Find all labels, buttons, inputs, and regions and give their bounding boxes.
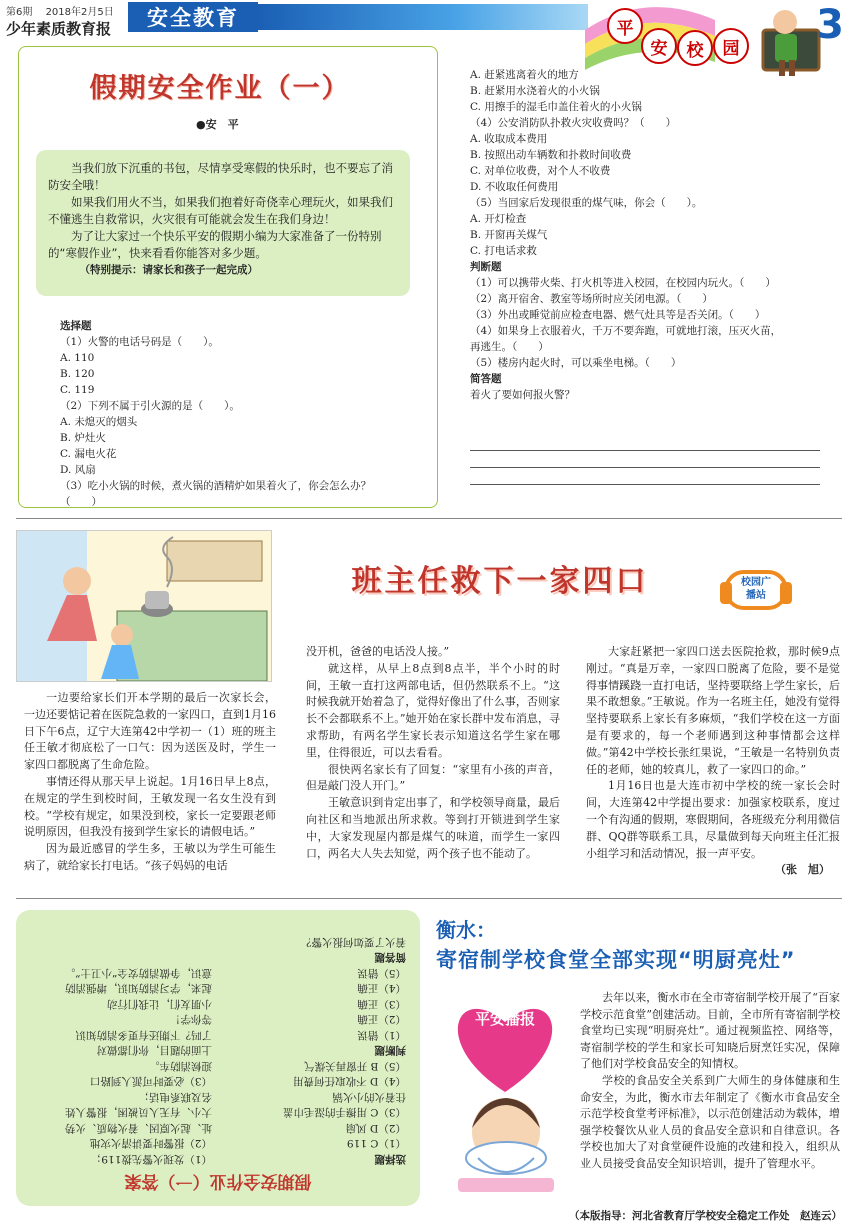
question-line: 住着火的小火锅: [332, 1091, 406, 1103]
section-heading: 判断题: [374, 1044, 406, 1057]
issue-date: 2018年2月5日: [45, 7, 114, 18]
question-line: 迎候消防车。: [149, 1060, 212, 1072]
issue-info: [6, 3, 124, 18]
question-line: （4）公安消防队扑救火灾收费吗？（ ）: [470, 117, 677, 129]
question-line: C. 漏电火花: [60, 448, 117, 460]
question-line: 上面的题目，你们都做对: [96, 1044, 212, 1057]
news-title-line-1: 衡水：: [436, 918, 496, 942]
intro-paragraph: 为了让大家过一个快乐平安的假期小编为大家准备了一份特别的“寒假作业”，快来看看你能答对多少题。: [48, 229, 382, 260]
question-line: （3）必要时可派人到路口: [89, 1075, 212, 1088]
question-line: （2）报警时要讲清火灾地: [89, 1137, 212, 1150]
questions-right: [470, 67, 830, 403]
question-line: 等你学！: [170, 1013, 212, 1026]
question-line: （5）楼房内起火时，可以乘坐电梯。（ ）: [470, 357, 682, 369]
question-line: 着火了要如何报火警？: [470, 389, 575, 401]
section-heading: 简答题: [374, 951, 406, 964]
answers-upside-down: [16, 910, 420, 1206]
story-paragraph: 就这样，从早上8点到8点半，半个小时的时间，王敏一直打这两部电话，但仍然联系不上。“这时候我就开始着急了，觉得好像出了什么事，否则家长不会都联系不上。”她开始在家长群中发布消息，寻求帮助，有两名学生家长表示知道这名学生家在哪里，住得很近，可以去看看。: [306, 661, 560, 759]
question-line: （3）外出或睡觉前应检查电器、燃气灶具等是否关闭。（ ）: [470, 309, 766, 321]
question-line: （2）下列不属于引火源的是（ ）。: [60, 400, 240, 412]
question-line: （3）C 用擦手的湿毛巾盖: [282, 1106, 406, 1119]
question-line: A. 收取成本费用: [470, 133, 548, 145]
kitchen-illustration: [16, 530, 272, 682]
question-line: 了吗？下期还有更多消防知识: [75, 1029, 212, 1041]
question-line: （3）吃小火锅的时候，煮火锅的酒精炉如果着火了，你会怎么办？: [60, 480, 372, 492]
question-line: （5）B 开窗再关煤气: [304, 1060, 406, 1072]
question-line: B. 炉灶火: [60, 432, 106, 444]
question-line: A. 未熄灭的烟头: [60, 416, 138, 428]
homework-author: ●安 平: [196, 118, 239, 131]
question-line: （1）发现火警先拨119；: [90, 1153, 212, 1165]
question-line: 着火了要如何报火警？: [301, 936, 406, 948]
slogan-char: 平: [607, 8, 643, 44]
question-line: 小朋友们，让我们行动: [107, 998, 212, 1010]
answers-right: [28, 965, 212, 1167]
question-line: （1）可以携带火柴、打火机等进入校园，在校园内玩火。（ ）: [470, 277, 776, 289]
news-body: [580, 990, 840, 1173]
question-line: （4）如果身上衣服着火，千万不要奔跑，可就地打滚，压灭火苗，: [470, 325, 782, 337]
question-line: A. 赶紧逃离着火的地方: [470, 69, 579, 81]
story-paragraph: 事情还得从那天早上说起。1月16日早上8点，在规定的学生到校时间，王敏发现一名女生没有到校。“学校有规定，如果没到校，家长一定要跟老师说明原因，但我没有接到学生家长的请假电话。”: [24, 774, 276, 839]
question-line: B. 120: [60, 368, 95, 380]
question-line: （2）D 风扇: [345, 1122, 406, 1134]
issue-number: 第6期: [6, 7, 33, 18]
paper-name: 少年素质教育报: [6, 20, 112, 38]
question-line: 意识，争做消防安全“小卫士”。: [64, 967, 212, 979]
question-line: （1）火警的电话号码是（ ）。: [60, 336, 219, 348]
answers-left: [226, 934, 406, 1167]
question-line: B. 开窗再关煤气: [470, 229, 548, 241]
gas-leak-illustration-icon: [17, 531, 271, 681]
question-line: （4）D 不收取任何费用: [293, 1075, 406, 1088]
question-line: （4）正确: [357, 982, 406, 995]
answer-line: [470, 450, 820, 451]
section-heading: 选择题: [60, 320, 92, 332]
answer-line: [470, 484, 820, 485]
slogan-char: 安: [641, 28, 677, 64]
radio-badge: [716, 562, 796, 618]
question-line: （1）C 119: [346, 1137, 406, 1150]
question-line: D. 风扇: [60, 464, 96, 476]
question-line: 名及联系电话；: [138, 1091, 212, 1103]
question-line: A. 110: [60, 352, 95, 364]
slogan-char: 校: [677, 30, 713, 66]
news-title-line-2: 寄宿制学校食堂全部实现“明厨亮灶”: [436, 948, 796, 972]
news-illustration: [438, 982, 572, 1194]
homework-title: 假期安全作业（一）: [89, 73, 351, 104]
question-line: 址、起火原因、着火物质、火势: [65, 1122, 212, 1134]
intro-paragraph: 如果我们用火不当，如果我们抱着好奇侥幸心理玩火，如果我们不懂逃生自救常识，火灾很有可能就会发生在我们身边！: [48, 195, 393, 226]
question-line: A. 开灯检查: [470, 213, 527, 225]
section-heading: 判断题: [470, 261, 502, 273]
slogan-char: 园: [713, 28, 749, 64]
question-line: C. 用擦手的湿毛巾盖住着火的小火锅: [470, 101, 642, 113]
story-byline: （张 旭）: [775, 863, 830, 877]
section-heading: 简答题: [470, 373, 502, 385]
question-line: D. 不收取任何费用: [470, 181, 559, 193]
question-line: （1）错误: [357, 1029, 406, 1041]
header-band: [258, 4, 588, 30]
story-column-3: [586, 644, 840, 879]
story-paragraph: 1月16日也是大连市初中学校的统一家长会时间，大连第42中学提出要求：加强家校联系，度过一个有沟通的假期，寒假期间，各班级充分利用微信群、QQ群等联系工具，尽量做到每天向班主任汇报小组学习和活动情况，报一声平安。: [586, 779, 840, 860]
radio-badge-label: 校园广播站: [741, 577, 771, 601]
question-line: （3）正确: [357, 998, 406, 1010]
question-line: C. 对单位收费，对个人不收费: [470, 165, 611, 177]
intro-paragraph: 当我们放下沉重的书包，尽情享受寒假的快乐时，也不要忘了消防安全哦！: [48, 161, 393, 192]
intro-tip: （特别提示：请家长和孩子一起完成）: [79, 264, 258, 276]
answer-lines: [470, 440, 820, 485]
section-heading: 选择题: [374, 1153, 406, 1165]
question-line: （5）错误: [357, 967, 406, 979]
page-number: 3: [816, 2, 844, 48]
news-paragraph: 学校的食品安全关系到广大师生的身体健康和生命安全，为此，衡水市去年制定了《衡水市食品安全示范学校食堂考评标准》，以示范创建活动为载体，增强学校餐饮从业人员的食品安全意识和自律意识。各学校也加大了对食堂硬件设施的改建和投入，组织从业人员接受食品安全知识培训，提升了管理水平。: [580, 1073, 840, 1170]
story-column-2: [306, 644, 560, 862]
question-line: C. 打电话求救: [470, 245, 537, 257]
answers-title: 假期安全作业（一）答案: [124, 1171, 312, 1191]
question-line: 大小、有无人员被困，报警人姓: [65, 1106, 212, 1119]
story-column-1: [24, 690, 276, 875]
question-line: （2）离开宿舍、教室等场所时应关闭电源。（ ）: [470, 293, 713, 305]
story-paragraph: 没开机，爸爸的电话没人接。”: [306, 645, 450, 658]
question-line: C. 119: [60, 384, 95, 396]
question-line: 再逃生。（ ）: [470, 341, 549, 353]
question-line: （5）当回家后发现很重的煤气味，你会（ ）。: [470, 197, 703, 209]
intro-text: [48, 160, 400, 279]
news-badge: 平安播报: [474, 1010, 535, 1028]
question-line: B. 按照出动车辆数和扑救时间收费: [470, 149, 632, 161]
section-divider: [16, 898, 842, 899]
story-paragraph: 王敏意识到肯定出事了，和学校领导商量，最后向社区和当地派出所求救。等到打开锁进到学生家中，大家发现屋内都是煤气的味道，而学生一家四口，两名大人失去知觉，两个孩子也不能动了。: [306, 796, 560, 860]
story-paragraph: 一边要给家长们开本学期的最后一次家长会，一边还要惦记着在医院急救的一家四口，直到1月16日下午6点，辽宁大连第42中学初一（1）班的班主任王敏才彻底松了一口气：因为送医及时，学生一家四口都脱离了生命危险。: [24, 691, 276, 772]
story-paragraph: 大家赶紧把一家四口送去医院抢救，那时候9点刚过。“真是万幸，一家四口脱离了危险，要不是觉得事情蹊跷一直打电话，坚持要联络上学生家长，后果不敢想象。”王敏说。作为一名班主任，她没有觉得坚持要联系上家长有多麻烦，“我们学校在这一方面是有要求的，每一个老师遇到这种事情都会这样做。”第42中学校长张红果说，“王敏是一名特别负责任的老师，她的较真儿，救了一家四口的命。”: [586, 645, 840, 776]
story-title: 班主任救下一家四口: [351, 564, 649, 599]
answer-line: [470, 467, 820, 468]
question-line: B. 赶紧用水浇着火的小火锅: [470, 85, 600, 97]
story-paragraph: 很快两名家长有了回复：“家里有小孩的声音，但是敲门没人开门。”: [306, 762, 560, 793]
section-divider: [16, 518, 842, 519]
question-line: （ ）: [60, 496, 102, 508]
section-title: 安全教育: [128, 2, 258, 32]
question-line: 起来，学习消防知识，增强消防: [65, 982, 212, 995]
news-paragraph: 去年以来，衡水市在全市寄宿制学校开展了“百家学校示范食堂”创建活动。目前，全市所有寄宿制学校食堂均已实现“明厨亮灶”。通过视频监控、网络等，寄宿制学校的学生和家长可知晓后厨烹饪实况，保障了他们对学校食品安全的知情权。: [580, 991, 840, 1071]
page-footer: （本版指导：河北省教育厅学校安全稳定工作处 赵连云）: [569, 1210, 842, 1222]
questions-left: [60, 318, 420, 510]
question-line: （2）正确: [357, 1013, 406, 1026]
story-paragraph: 因为最近感冒的学生多，王敏以为学生可能生病了，就给家长打电话。“孩子妈妈的电话: [24, 842, 276, 872]
